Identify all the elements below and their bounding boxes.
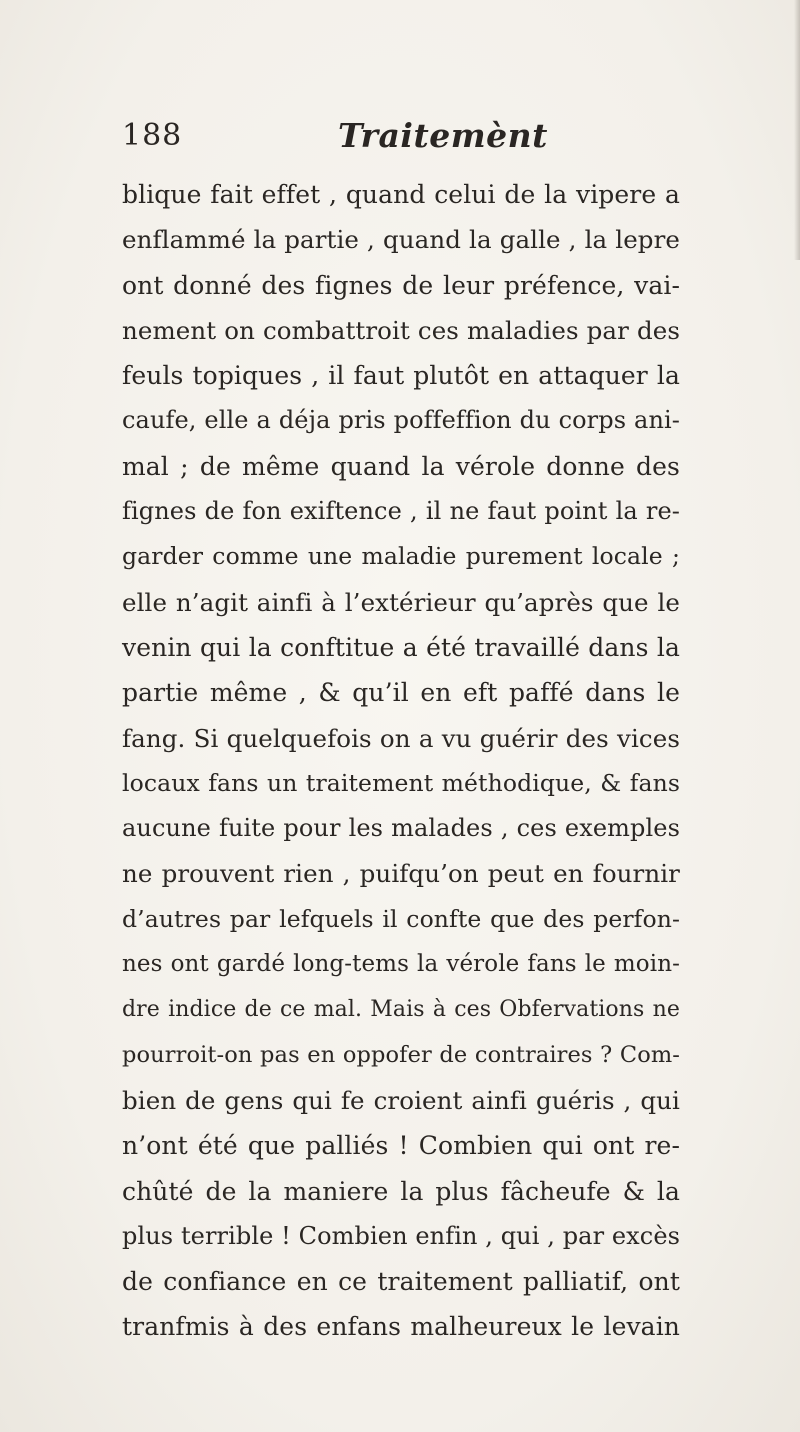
text-line: de confiance en ce traitement palliatif, ont bbox=[122, 1267, 680, 1297]
text-line: aucune fuite pour les malades , ces exemples bbox=[122, 814, 680, 843]
page-number: 188 bbox=[122, 118, 183, 153]
text-line: bien de gens qui fe croient ainfi guéris , qui bbox=[122, 1085, 680, 1115]
text-line: dre indice de ce mal. Mais à ces Obfervations ne bbox=[122, 997, 680, 1023]
text-line: caufe, elle a déja pris poffeffion du corps ani- bbox=[122, 406, 680, 435]
text-line: locaux fans un traitement méthodique, & fans bbox=[122, 768, 680, 797]
text-line: venin qui la conftitue a été travaillé dans la bbox=[122, 632, 680, 662]
text-line: garder comme une maladie purement locale ; bbox=[122, 542, 680, 571]
text-line: fignes de fon exiftence , il ne faut point la re- bbox=[122, 497, 680, 526]
text-line: tranfmis à des enfans malheureux le levain bbox=[122, 1312, 680, 1342]
text-line: fang. Si quelquefois on a vu guérir des vices bbox=[122, 723, 680, 753]
text-line: ne prouvent rien , puifqu’on peut en fournir bbox=[122, 859, 680, 889]
text-line: partie même , & qu’il en eft paffé dans le bbox=[122, 678, 680, 708]
text-line: ont donné des fignes de leur préfence, vai- bbox=[122, 270, 680, 300]
text-line: n’ont été que palliés ! Combien qui ont re- bbox=[122, 1131, 680, 1161]
running-title: Traitemènt bbox=[338, 116, 548, 155]
page-edge-shadow bbox=[794, 0, 800, 260]
text-line: nement on combattroit ces maladies par des bbox=[122, 315, 680, 345]
text-line: feuls topiques , il faut plutôt en attaquer la bbox=[122, 361, 680, 391]
text-line: blique fait effet , quand celui de la vipere a bbox=[122, 180, 680, 209]
text-line: nes ont gardé long-tems la vérole fans le moin- bbox=[122, 951, 680, 978]
text-line: elle n’agit ainfi à l’extérieur qu’après que le bbox=[122, 587, 680, 617]
text-line: pourroit-on pas en oppofer de contraires ? Com- bbox=[122, 1041, 680, 1068]
text-line: plus terrible ! Combien enfin , qui , par excès bbox=[122, 1221, 681, 1250]
text-line: mal ; de même quand la vérole donne des bbox=[122, 451, 680, 481]
body-text bbox=[122, 172, 680, 1350]
page-header bbox=[122, 118, 682, 168]
text-line: chûté de la maniere la plus fâcheufe & la bbox=[122, 1176, 680, 1206]
text-line: enflammé la partie , quand la galle , la lepre bbox=[122, 225, 680, 255]
text-line: d’autres par lefquels il confte que des perfon- bbox=[122, 904, 680, 933]
